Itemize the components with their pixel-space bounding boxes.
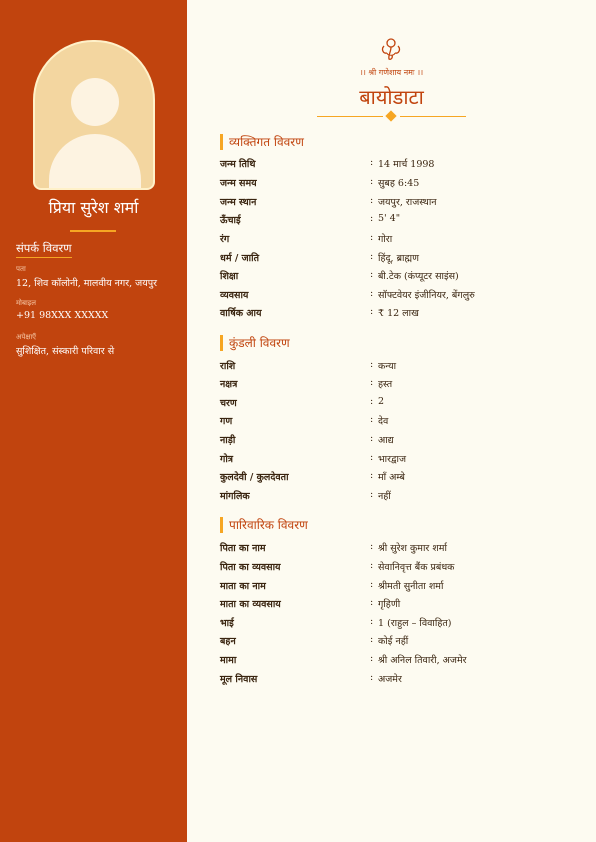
- detail-row: [220, 489, 590, 505]
- sidebar: [0, 0, 187, 842]
- main-content: [187, 0, 596, 842]
- detail-value: गोरा: [378, 234, 393, 245]
- detail-row: [220, 396, 590, 412]
- separator: :: [370, 396, 374, 407]
- detail-row: [220, 470, 590, 486]
- expectation-label: अपेक्षाएँ: [16, 333, 37, 341]
- detail-row: [220, 597, 590, 613]
- title-divider-left: [317, 116, 383, 117]
- detail-row: [220, 157, 590, 173]
- detail-value: कोई नहीं: [378, 636, 409, 647]
- avatar-head: [71, 78, 119, 126]
- separator: :: [370, 195, 374, 206]
- detail-row: [220, 195, 590, 211]
- detail-row: [220, 269, 590, 285]
- detail-value: 2: [378, 396, 385, 407]
- detail-key: जन्म स्थान: [220, 197, 257, 208]
- detail-key: नक्षत्र: [220, 379, 238, 390]
- profile-name: प्रिया सुरेश शर्मा: [48, 198, 139, 217]
- detail-row: [220, 213, 590, 229]
- detail-row: [220, 377, 590, 393]
- detail-key: पिता का व्यवसाय: [220, 562, 281, 573]
- detail-row: [220, 579, 590, 595]
- detail-row: [220, 359, 590, 375]
- title-divider-right: [400, 116, 466, 117]
- detail-key: पिता का नाम: [220, 543, 266, 554]
- section-title: व्यक्तिगत विवरण: [229, 135, 304, 149]
- profile-photo-placeholder: [33, 40, 155, 190]
- detail-key: गोत्र: [220, 454, 234, 465]
- detail-value: 5' 4": [378, 213, 401, 224]
- detail-value: सॉफ्टवेयर इंजीनियर, बेंगलुरु: [378, 290, 475, 301]
- detail-row: [220, 634, 590, 650]
- detail-key: नाड़ी: [220, 435, 236, 446]
- detail-key: कुलदेवी / कुलदेवता: [220, 472, 289, 483]
- detail-key: मूल निवास: [220, 674, 258, 685]
- separator: :: [370, 377, 374, 388]
- detail-key: माता का व्यवसाय: [220, 599, 281, 610]
- detail-value: श्रीमती सुनीता शर्मा: [378, 581, 444, 592]
- separator: :: [370, 579, 374, 590]
- detail-value: गृहिणी: [378, 599, 401, 610]
- separator: :: [370, 269, 374, 280]
- detail-row: [220, 452, 590, 468]
- detail-value: जयपुर, राजस्थान: [378, 197, 437, 208]
- detail-row: [220, 251, 590, 267]
- separator: :: [370, 433, 374, 444]
- detail-value: देव: [378, 416, 389, 427]
- separator: :: [370, 470, 374, 481]
- detail-value: सुबह 6:45: [378, 178, 420, 189]
- name-underline: [70, 230, 116, 232]
- section-marker: [220, 517, 223, 533]
- separator: :: [370, 213, 374, 224]
- detail-value: हस्त: [378, 379, 393, 390]
- detail-row: [220, 433, 590, 449]
- mantra-text: ।। श्री गणेशाय नमः ।।: [359, 68, 424, 77]
- detail-value: 14 मार्च 1998: [378, 159, 435, 170]
- mobile-label: मोबाइल: [16, 299, 36, 307]
- detail-key: ऊँचाई: [220, 215, 241, 226]
- detail-value: माँ अम्बे: [378, 472, 405, 483]
- separator: :: [370, 251, 374, 262]
- detail-key: धर्म / जाति: [220, 253, 259, 264]
- address-label: पता: [16, 265, 26, 273]
- detail-key: रंग: [220, 234, 230, 245]
- detail-key: शिक्षा: [220, 271, 239, 282]
- detail-row: [220, 232, 590, 248]
- detail-row: [220, 288, 590, 304]
- detail-key: राशि: [220, 361, 236, 372]
- detail-row: [220, 616, 590, 632]
- detail-value: आद्य: [378, 435, 394, 446]
- separator: :: [370, 597, 374, 608]
- separator: :: [370, 634, 374, 645]
- detail-row: [220, 176, 590, 192]
- expectation-value: सुशिक्षित, संस्कारी परिवार से: [16, 346, 115, 357]
- detail-key: व्यवसाय: [220, 290, 249, 301]
- detail-row: [220, 653, 590, 669]
- separator: :: [370, 616, 374, 627]
- mobile-value: +91 98XXX XXXXX: [16, 310, 109, 321]
- separator: :: [370, 489, 374, 500]
- detail-value: सेवानिवृत्त बैंक प्रबंधक: [378, 562, 455, 573]
- detail-value: कन्या: [378, 361, 397, 372]
- separator: :: [370, 452, 374, 463]
- detail-value: अजमेर: [378, 674, 402, 685]
- detail-key: गण: [220, 416, 233, 427]
- separator: :: [370, 176, 374, 187]
- contact-heading: संपर्क विवरण: [16, 241, 72, 258]
- detail-value: हिंदू, ब्राह्मण: [378, 253, 419, 264]
- separator: :: [370, 232, 374, 243]
- separator: :: [370, 672, 374, 683]
- detail-key: जन्म तिथि: [220, 159, 256, 170]
- separator: :: [370, 359, 374, 370]
- detail-row: [220, 306, 590, 322]
- detail-key: मामा: [220, 655, 237, 666]
- separator: :: [370, 653, 374, 664]
- address-value: 12, शिव कॉलोनी, मालवीय नगर, जयपुर: [16, 278, 158, 289]
- section-marker: [220, 134, 223, 150]
- detail-row: [220, 541, 590, 557]
- title-divider-ornament: [385, 110, 396, 121]
- detail-key: भाई: [220, 618, 234, 629]
- detail-key: वार्षिक आय: [220, 308, 262, 319]
- separator: :: [370, 157, 374, 168]
- section-marker: [220, 335, 223, 351]
- section-title: पारिवारिक विवरण: [229, 518, 308, 532]
- detail-value: बी.टेक (कंप्यूटर साइंस): [378, 271, 459, 282]
- detail-key: मांगलिक: [220, 491, 250, 502]
- detail-key: जन्म समय: [220, 178, 257, 189]
- separator: :: [370, 414, 374, 425]
- detail-key: माता का नाम: [220, 581, 266, 592]
- detail-value: श्री सुरेश कुमार शर्मा: [378, 543, 447, 554]
- detail-key: चरण: [220, 398, 237, 409]
- detail-key: बहन: [220, 636, 236, 647]
- detail-value: ₹ 12 लाख: [378, 308, 419, 319]
- detail-value: 1 (राहुल – विवाहित): [378, 618, 452, 629]
- detail-row: [220, 414, 590, 430]
- separator: :: [370, 560, 374, 571]
- detail-value: नहीं: [378, 491, 391, 502]
- separator: :: [370, 541, 374, 552]
- detail-value: श्री अनिल तिवारी, अजमेर: [378, 655, 467, 666]
- avatar-body: [49, 134, 141, 190]
- ganesha-icon: [380, 37, 402, 61]
- detail-row: [220, 672, 590, 688]
- page-title: बायोडाटा: [359, 85, 424, 109]
- separator: :: [370, 306, 374, 317]
- detail-value: भारद्वाज: [378, 454, 406, 465]
- section-title: कुंडली विवरण: [229, 336, 290, 350]
- detail-row: [220, 560, 590, 576]
- separator: :: [370, 288, 374, 299]
